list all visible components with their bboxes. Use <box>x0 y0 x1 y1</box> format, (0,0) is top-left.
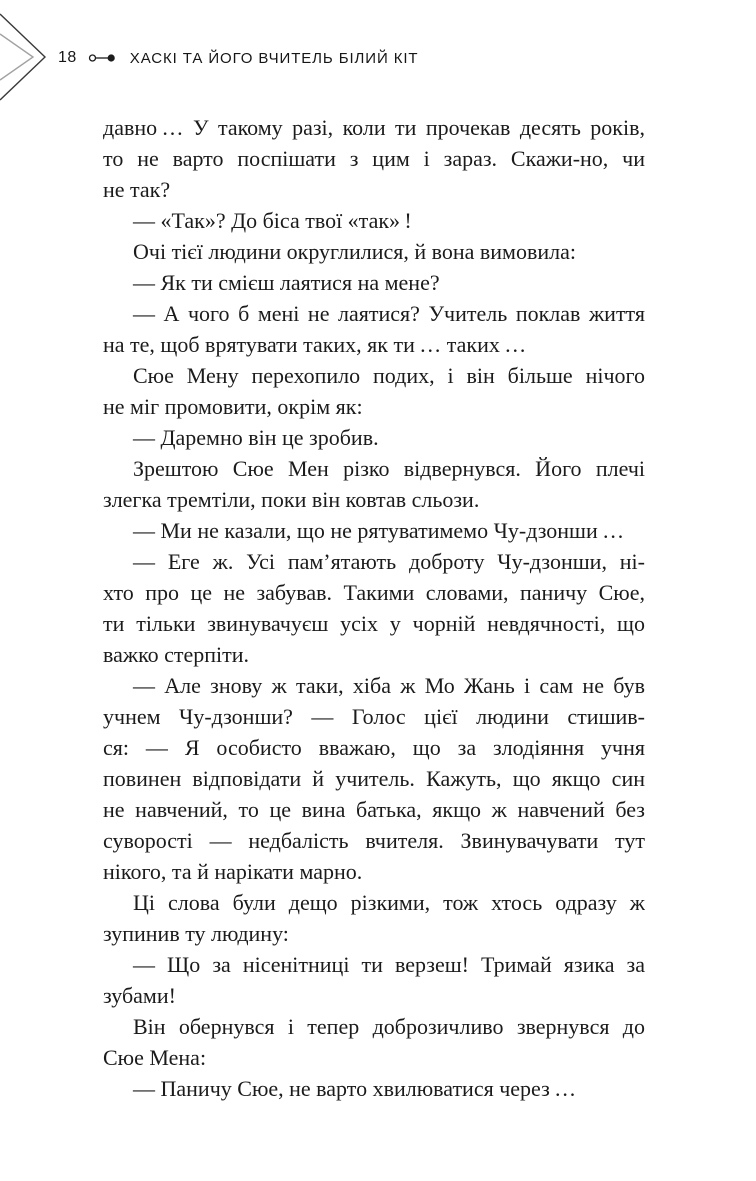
paragraph <box>103 360 645 422</box>
paragraph <box>103 1011 645 1073</box>
paragraph <box>103 546 645 670</box>
circle-line-dot-icon <box>88 52 116 64</box>
text-line: на те, щоб врятувати таких, як ти … таких … <box>103 332 527 357</box>
text-line: зупинив ту людину: <box>103 921 289 946</box>
text-line: зубами! <box>103 983 176 1008</box>
paragraph <box>103 422 645 453</box>
paragraph <box>103 949 645 1011</box>
text-line: — Паничу Сюе, не варто хвилюватися через … <box>133 1076 577 1101</box>
text-line: учнем Чу-дзонши? — Голос цієї людини стишив- <box>103 704 645 729</box>
text-line: — Що за нісенітниці ти верзеш! Тримай язика за <box>133 952 645 977</box>
text-line: не навчений, то це вина батька, якщо ж навчений без <box>103 797 645 822</box>
paragraph <box>103 670 645 887</box>
page-text <box>103 112 645 1104</box>
page-number: 18 <box>58 49 77 66</box>
page-header <box>58 47 418 69</box>
text-line: не так? <box>103 177 171 202</box>
text-line: Він обернувся і тепер доброзичливо звернувся до <box>133 1014 645 1039</box>
text-line: — А чого б мені не лаятися? Учитель поклав життя <box>133 301 645 326</box>
text-line: не міг промовити, окрім як: <box>103 394 363 419</box>
paragraph <box>103 1073 645 1104</box>
running-title: ХАСКІ ТА ЙОГО ВЧИТЕЛЬ БІЛИЙ КІТ <box>129 49 419 67</box>
paragraph <box>103 887 645 949</box>
text-line: хто про це не забував. Такими словами, паничу Сюе, <box>103 580 645 605</box>
corner-chevrons-ornament <box>0 0 50 115</box>
text-line: давно … У такому разі, коли ти прочекав десять років, <box>103 115 645 140</box>
text-line: Зрештою Сюе Мен різко відвернувся. Його плечі <box>133 456 645 481</box>
paragraph <box>103 236 645 267</box>
text-line: Сюе Мена: <box>103 1045 207 1070</box>
text-line: Сюе Мену перехопило подих, і він більше нічого <box>133 363 645 388</box>
text-line: Ці слова були дещо різкими, тож хтось одразу ж <box>133 890 645 915</box>
text-line: — Як ти смієш лаятися на мене? <box>133 270 440 295</box>
paragraph <box>103 453 645 515</box>
text-line: — Даремно він це зробив. <box>133 425 379 450</box>
text-line: — Але знову ж таки, хіба ж Мо Жань і сам не був <box>133 673 645 698</box>
text-line: — Ми не казали, що не рятуватимемо Чу-дзонши … <box>133 518 625 543</box>
paragraph <box>103 298 645 360</box>
paragraph <box>103 267 645 298</box>
text-line: Очі тієї людини округлилися, й вона вимовила: <box>133 239 576 264</box>
text-line: то не варто поспішати з цим і зараз. Скажи-но, чи <box>103 146 645 171</box>
text-line: ся: — Я особисто вважаю, що за злодіяння учня <box>103 735 645 760</box>
text-line: суворості — недбалість вчителя. Звинувачувати тут <box>103 828 645 853</box>
text-line: ти тільки звинувачуєш усіх у чорній невдячності, що <box>103 611 645 636</box>
paragraph <box>103 205 645 236</box>
paragraph <box>103 112 645 205</box>
text-line: злегка тремтіли, поки він ковтав сльози. <box>103 487 480 512</box>
text-line: — Еге ж. Усі пам’ятають доброту Чу-дзонши, ні- <box>133 549 645 574</box>
text-line: важко стерпіти. <box>103 642 250 667</box>
text-line: — «Так»? До біса твої «так» ! <box>133 208 412 233</box>
paragraph <box>103 515 645 546</box>
text-line: нікого, та й нарікати марно. <box>103 859 363 884</box>
text-line: повинен відповідати й учитель. Кажуть, що якщо син <box>103 766 645 791</box>
